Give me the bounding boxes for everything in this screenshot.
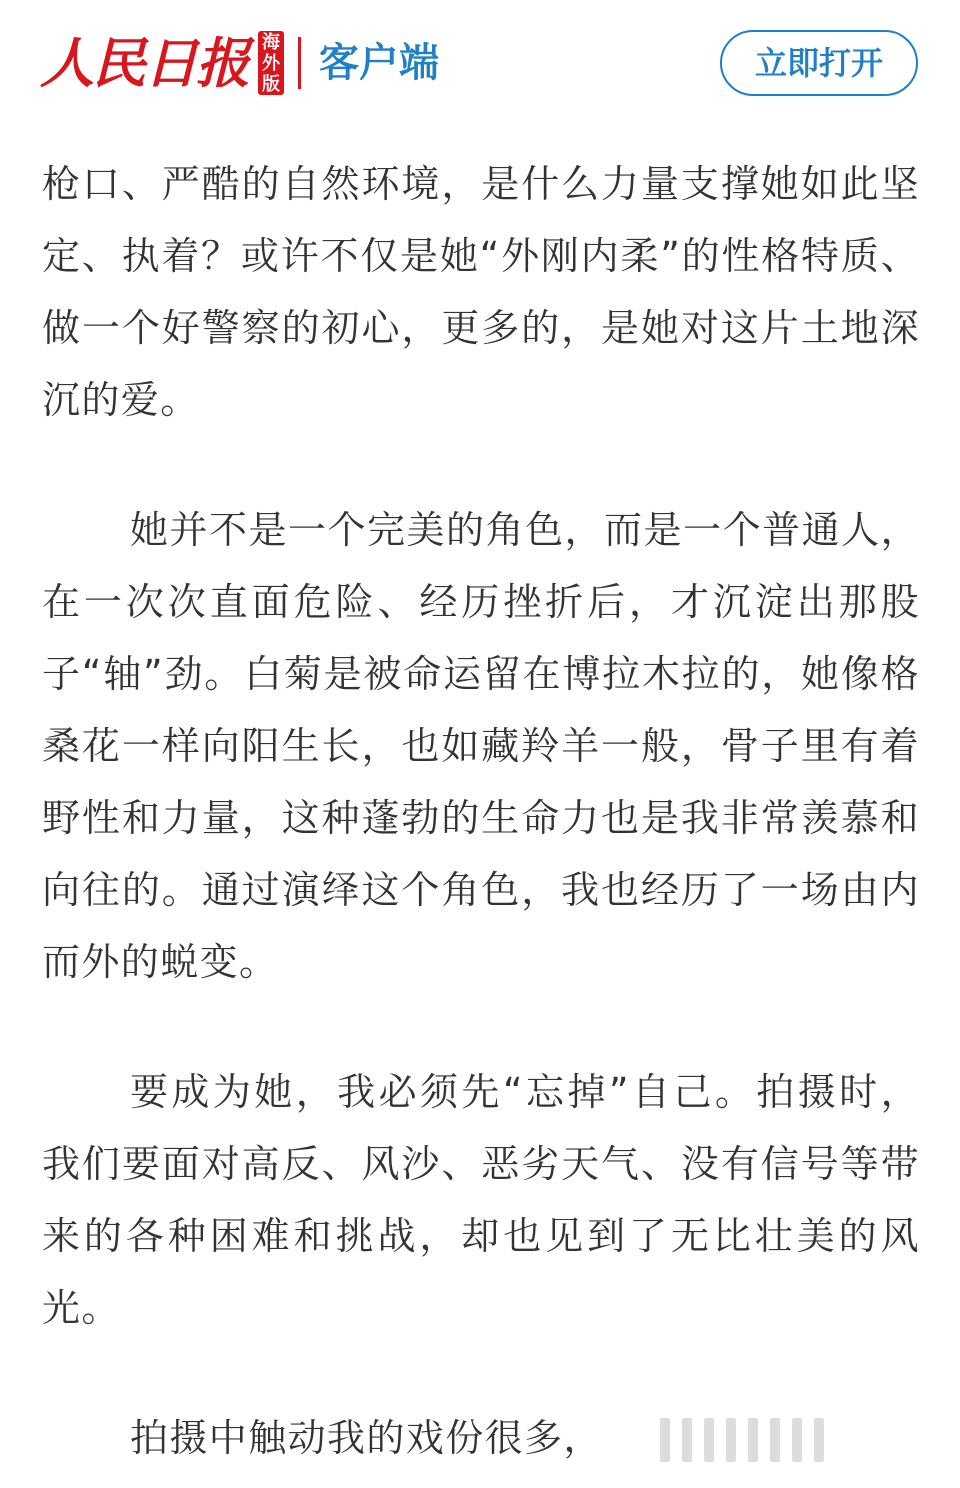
- article-paragraph: 要成为她，我必须先“忘掉”自己。拍摄时，我们要面对高反、风沙、恶劣天气、没有信号等带来的各种困难和挑战，却也见到了无比壮美的风光。: [42, 1070, 920, 1330]
- logo-badge-char: 版: [262, 73, 280, 95]
- logo: [40, 28, 439, 98]
- logo-mark: 人民日报: [40, 31, 248, 95]
- logo-badge: [258, 31, 284, 95]
- watermark-bar: [726, 1418, 736, 1462]
- open-app-button[interactable]: 立即打开: [720, 30, 918, 96]
- article-body: [42, 148, 920, 1474]
- watermark-bar: [682, 1418, 692, 1462]
- watermark-bar: [814, 1418, 824, 1462]
- watermark-bar: [770, 1418, 780, 1462]
- logo-badge-char: 海: [262, 31, 280, 53]
- watermark-bar: [748, 1418, 758, 1462]
- watermark: [660, 1410, 920, 1470]
- article-paragraph: 拍摄中触动我的戏份很多，: [130, 1416, 603, 1460]
- watermark-bar: [792, 1418, 802, 1462]
- logo-divider: [298, 37, 301, 89]
- logo-badge-char: 外: [262, 52, 280, 74]
- watermark-bar: [660, 1418, 670, 1462]
- article-paragraph: 她并不是一个完美的角色，而是一个普通人，在一次次直面危险、经历挫折后，才沉淀出那股子“轴”劲。白菊是被命运留在博拉木拉的，她像格桑花一样向阳生长，也如藏羚羊一般，骨子里有着野性和力量，这种蓬勃的生命力也是我非常羡慕和向往的。通过演绎这个角色，我也经历了一场由内而外的蜕变。: [42, 508, 920, 984]
- article-paragraph: 枪口、严酷的自然环境，是什么力量支撑她如此坚定、执着？或许不仅是她“外刚内柔”的性格特质、做一个好警察的初心，更多的，是她对这片土地深沉的爱。: [42, 162, 920, 422]
- app-label: 客户端: [319, 40, 439, 86]
- watermark-bar: [704, 1418, 714, 1462]
- app-header: [0, 0, 960, 130]
